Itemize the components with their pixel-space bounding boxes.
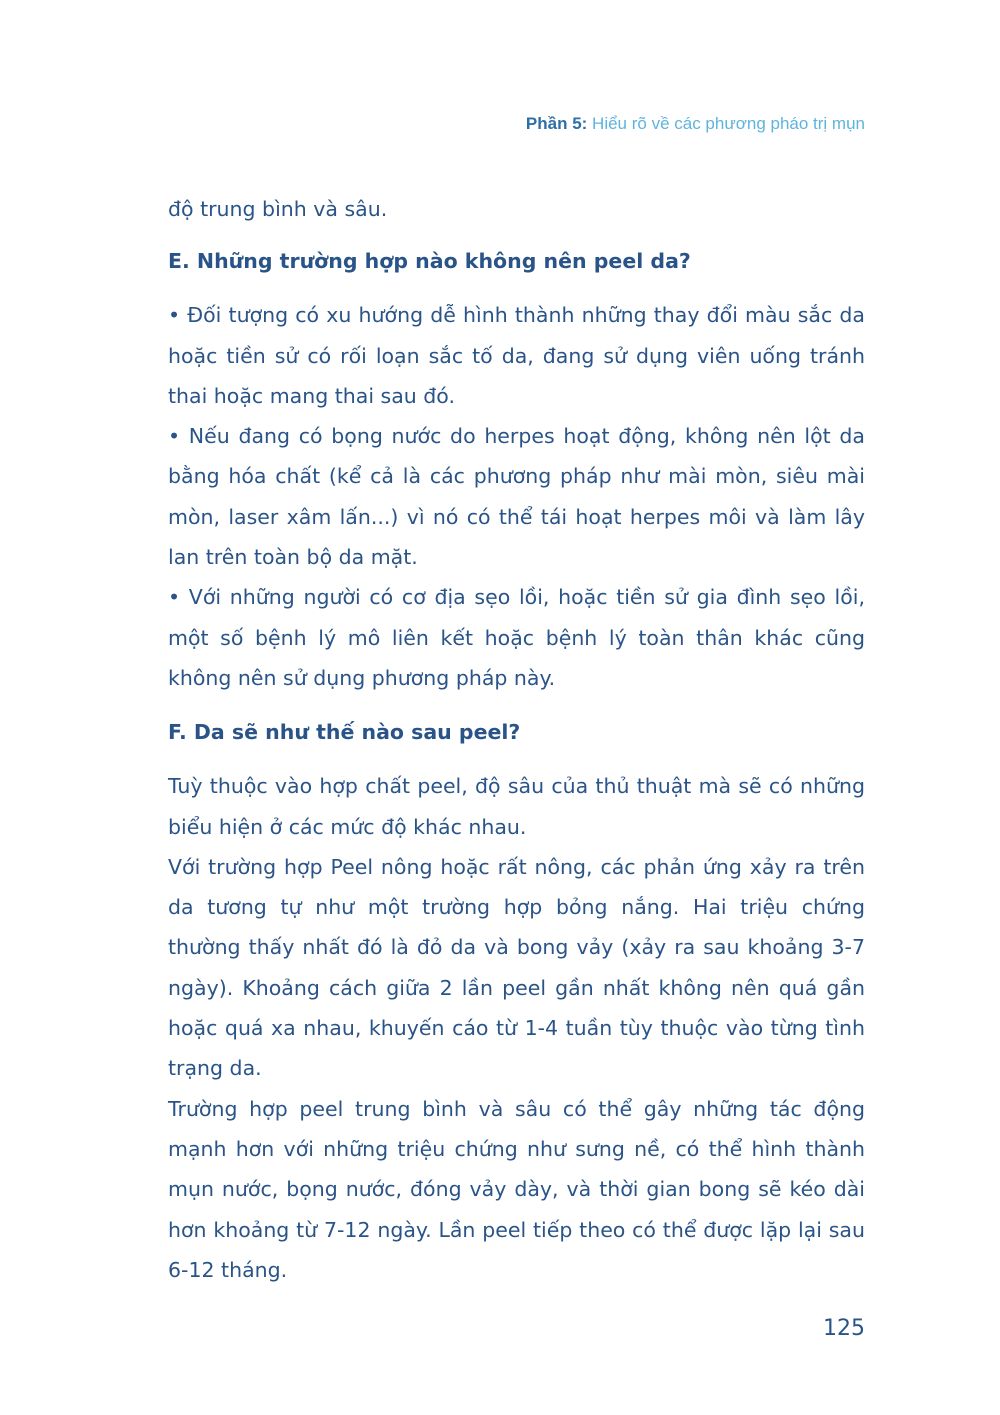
paragraph: Trường hợp peel trung bình và sâu có thể gây những tác động mạnh hơn với những triệu chứng như sưng nề, có thể hình thành mụn nước, bọng nước, đóng vảy dày, và thời gian bong sẽ kéo dài hơn khoảng từ 7-12 ngày. Lần peel tiếp theo có thể được lặp lại sau 6-12 tháng.: [168, 1096, 865, 1282]
page-body: [168, 189, 865, 1290]
heading-section-e: E. Những trường hợp nào không nên peel da?: [168, 249, 691, 274]
heading-section-f: F. Da sẽ như thế nào sau peel?: [168, 720, 521, 745]
bullet-item: • Nếu đang có bọng nước do herpes hoạt động, không nên lột da bằng hóa chất (kể cả là các phương pháp như mài mòn, siêu mài mòn, laser xâm lấn...) vì nó có thể tái hoạt herpes môi và làm lây lan trên toàn bộ da mặt.: [168, 424, 865, 570]
bullet-item: • Với những người có cơ địa sẹo lồi, hoặc tiền sử gia đình sẹo lồi, một số bệnh lý mô liên kết hoặc bệnh lý toàn thân khác cũng không nên sử dụng phương pháp này.: [168, 585, 865, 690]
page-number: 125: [823, 1316, 865, 1341]
paragraph-continuation: độ trung bình và sâu.: [168, 197, 388, 221]
bullet-item: • Đối tượng có xu hướng dễ hình thành những thay đổi màu sắc da hoặc tiền sử có rối loạn sắc tố da, đang sử dụng viên uống tránh thai hoặc mang thai sau đó.: [168, 303, 865, 408]
header-section-title: Hiểu rõ về các phương pháo trị mụn: [592, 114, 865, 133]
paragraph: Với trường hợp Peel nông hoặc rất nông, các phản ứng xảy ra trên da tương tự như một trường hợp bỏng nắng. Hai triệu chứng thường thấy nhất đó là đỏ da và bong vảy (xảy ra sau khoảng 3-7 ngày). Khoảng cách giữa 2 lần peel gần nhất không nên quá gần hoặc quá xa nhau, khuyến cáo từ 1-4 tuần tùy thuộc vào từng tình trạng da.: [168, 854, 865, 1081]
paragraph: Tuỳ thuộc vào hợp chất peel, độ sâu của thủ thuật mà sẽ có những biểu hiện ở các mức độ khác nhau.: [168, 774, 865, 839]
header-part-label: Phần 5:: [525, 114, 588, 133]
running-header: [526, 114, 865, 134]
